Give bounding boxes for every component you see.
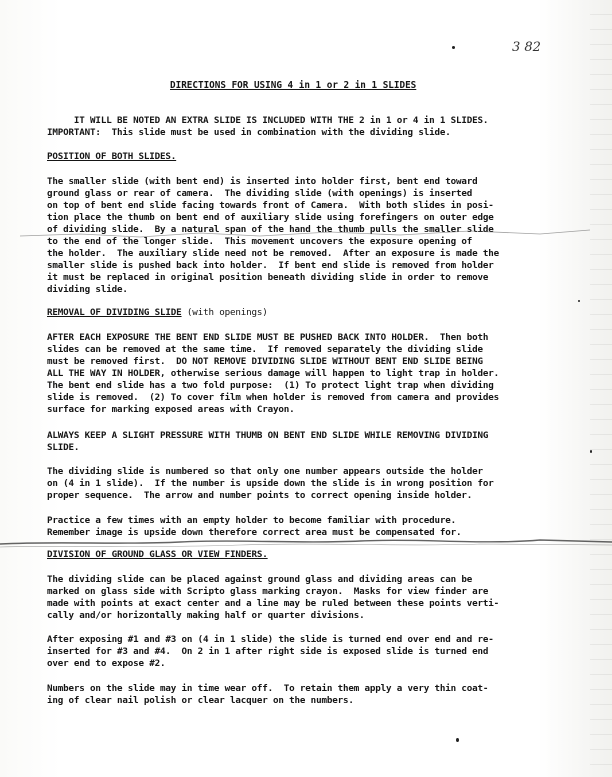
body-line: of dividing slide. By a natural span of the hand the thumb pulls the smaller slide [47,224,494,235]
body-line: tion place the thumb on bent end of auxiliary slide using forefingers on outer edge [47,212,494,223]
body-line: made with points at exact center and a line may be ruled between these points verti- [47,598,500,609]
body-line: inserted for #3 and #4. On 2 in 1 after right side is exposed slide is turned end [47,646,489,657]
body-line: over end to expose #2. [47,658,166,669]
body-line: The dividing slide can be placed against ground glass and dividing areas can be [47,574,473,585]
scan-speck [578,300,580,302]
body-line: The smaller slide (with bent end) is inserted into holder first, bent end toward [47,176,478,187]
body-line: The bent end slide has a two fold purpose: (1) To protect light trap when dividing [47,380,494,391]
body-line: to the end of the longer slide. This movement uncovers the exposure opening of [47,236,473,247]
body-line: Remember image is upside down therefore correct area must be compensated for. [47,527,462,538]
page-title: DIRECTIONS FOR USING 4 in 1 or 2 in 1 SLIDES [170,80,417,91]
body-line: on top of bent end slide facing towards front of Camera. With both slides in posi- [47,200,494,211]
body-line: ing of clear nail polish or clear lacquer on the numbers. [47,695,354,706]
page-number: 3 82 [512,40,541,55]
body-line: it must be replaced in original position beneath dividing slide in order to remove [47,272,489,283]
section-heading-removal-text: REMOVAL OF DIVIDING SLIDE [47,307,182,318]
body-line: Numbers on the slide may in time wear off. To retain them apply a very thin coat- [47,683,489,694]
scan-speck [456,738,459,742]
page-edge-shading [590,0,612,777]
body-line: After exposing #1 and #3 on (4 in 1 slide) the slide is turned end over end and re- [47,634,494,645]
section-heading-division: DIVISION OF GROUND GLASS OR VIEW FINDERS. [47,549,268,560]
body-line: SLIDE. [47,442,80,453]
scan-speck [590,450,592,453]
body-line: the holder. The auxiliary slide need not be removed. After an exposure is made the [47,248,500,259]
intro-important-line: IMPORTANT: This slide must be used in combination with the dividing slide. [47,127,451,138]
body-line: on (4 in 1 slide). If the number is upside down the slide is in wrong position for [47,478,494,489]
section-heading-removal [47,307,559,319]
body-line: ALWAYS KEEP A SLIGHT PRESSURE WITH THUMB ON BENT END SLIDE WHILE REMOVING DIVIDING [47,430,489,441]
body-line: proper sequence. The arrow and number points to correct opening inside holder. [47,490,473,501]
body-line: The dividing slide is numbered so that only one number appears outside the holder [47,466,483,477]
body-line: slides can be removed at the same time. If removed separately the dividing slide [47,344,483,355]
body-line: cally and/or horizontally making half or quarter divisions. [47,610,365,621]
body-line: surface for marking exposed areas with Crayon. [47,404,295,415]
section-heading-removal-suffix: (with openings) [181,307,268,318]
body-line: slide is removed. (2) To cover film when holder is removed from camera and provides [47,392,500,403]
body-line: AFTER EACH EXPOSURE THE BENT END SLIDE MUST BE PUSHED BACK INTO HOLDER. Then both [47,332,489,343]
body-line: Practice a few times with an empty holder to become familiar with procedure. [47,515,456,526]
body-line: dividing slide. [47,284,128,295]
body-line: smaller slide is pushed back into holder. If bent end slide is removed from holder [47,260,494,271]
body-line: ALL THE WAY IN HOLDER, otherwise serious damage will happen to light trap in holder. [47,368,500,379]
section-heading-position: POSITION OF BOTH SLIDES. [47,151,177,162]
scan-speck [452,46,455,49]
body-line: marked on glass side with Scripto glass marking crayon. Masks for view finder are [47,586,489,597]
intro-line: IT WILL BE NOTED AN EXTRA SLIDE IS INCLUDED WITH THE 2 in 1 or 4 in 1 SLIDES. [47,115,489,126]
body-line: ground glass or rear of camera. The dividing slide (with openings) is inserted [47,188,473,199]
body-line: must be removed first. DO NOT REMOVE DIVIDING SLIDE WITHOUT BENT END SLIDE BEING [47,356,483,367]
